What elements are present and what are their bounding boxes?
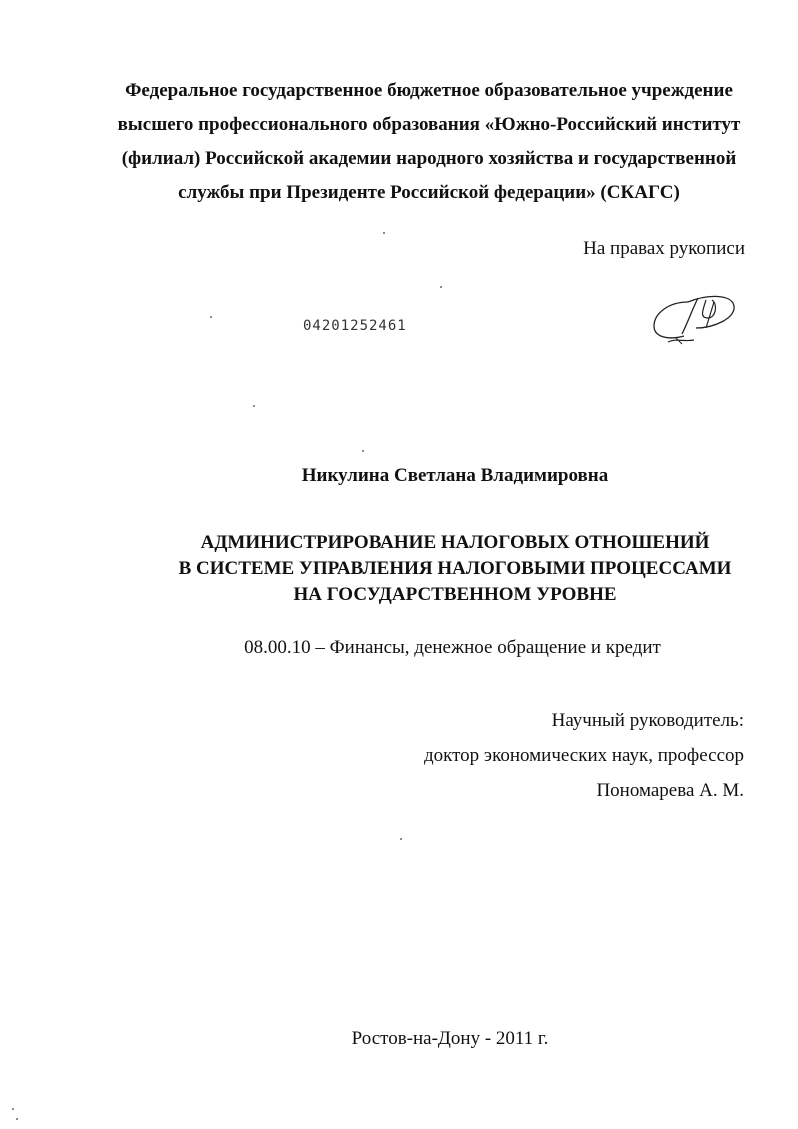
institution-line: (филиал) Российской академии народного хозяйства и государственной xyxy=(121,148,737,169)
institution-line: высшего профессионального образования «Южно-Российский институт xyxy=(117,114,741,135)
supervisor-block xyxy=(380,703,744,808)
title-line: НА ГОСУДАРСТВЕННОМ УРОВНЕ xyxy=(293,584,617,605)
supervisor-name: Пономарева А. М. xyxy=(596,780,744,801)
scan-speck xyxy=(400,838,402,840)
rights-note: На правах рукописи xyxy=(583,238,745,259)
specialty-code: 08.00.10 – Финансы, денежное обращение и кредит xyxy=(244,637,661,658)
place-and-year: Ростов-на-Дону - 2011 г. xyxy=(351,1028,549,1049)
institution-line: службы при Президенте Российской федерации» (СКАГС) xyxy=(178,182,680,203)
scan-speck xyxy=(440,286,442,288)
institution-line: Федеральное государственное бюджетное образовательное учреждение xyxy=(125,80,733,101)
dissertation-title xyxy=(140,530,770,608)
title-line: В СИСТЕМЕ УПРАВЛЕНИЯ НАЛОГОВЫМИ ПРОЦЕССАМИ xyxy=(178,558,732,579)
institution-header xyxy=(100,74,758,210)
title-line: АДМИНИСТРИРОВАНИЕ НАЛОГОВЫХ ОТНОШЕНИЙ xyxy=(200,532,710,553)
supervisor-degree: доктор экономических наук, профессор xyxy=(423,745,744,766)
scan-speck xyxy=(16,1118,18,1120)
catalog-number: 04201252461 xyxy=(303,318,407,334)
scan-speck xyxy=(383,232,385,234)
scan-speck xyxy=(210,316,212,318)
scan-speck xyxy=(253,405,255,407)
supervisor-label: Научный руководитель: xyxy=(551,710,744,731)
scan-speck xyxy=(362,450,364,452)
author-name: Никулина Светлана Владимировна xyxy=(301,465,609,486)
scan-speck xyxy=(12,1108,14,1110)
signature-icon xyxy=(648,288,740,350)
